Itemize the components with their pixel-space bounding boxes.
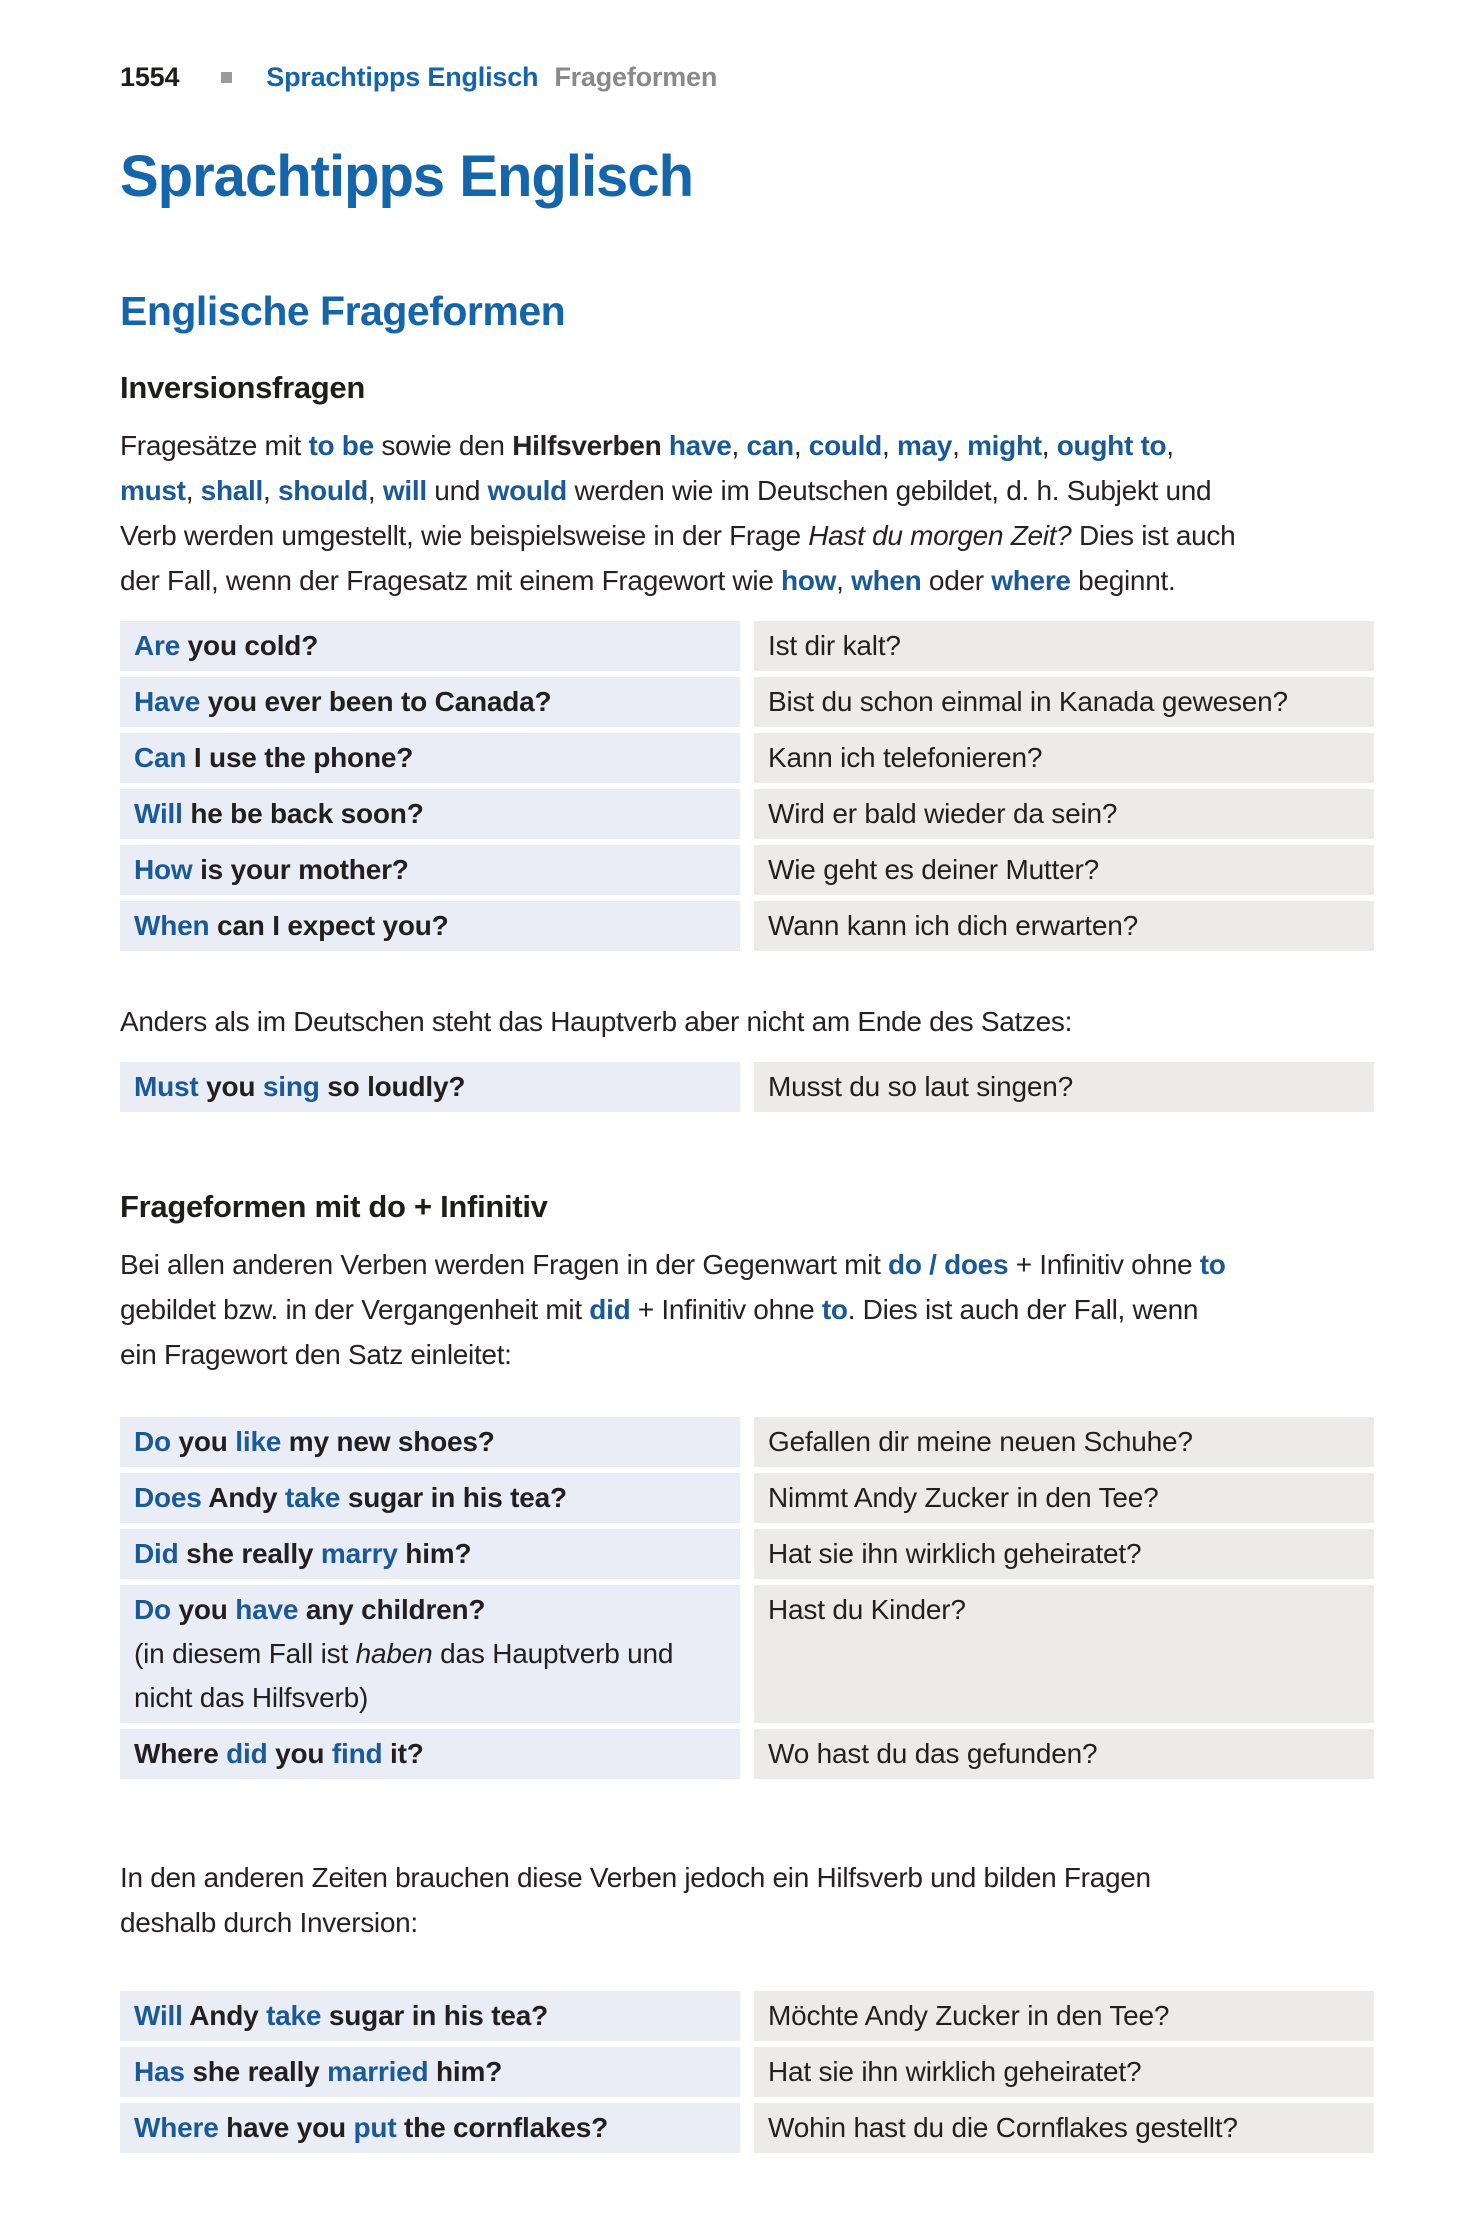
- german-translation-cell: Ist dir kalt?: [754, 621, 1374, 671]
- german-translation-cell: Wann kann ich dich erwarten?: [754, 901, 1374, 951]
- table-row: [120, 2103, 1374, 2153]
- german-translation-cell: Wie geht es deiner Mutter?: [754, 845, 1374, 895]
- page-title: Sprachtipps Englisch: [120, 144, 693, 209]
- english-example-cell: Does Andy take sugar in his tea?: [120, 1473, 740, 1523]
- german-translation-cell: Wohin hast du die Cornflakes gestellt?: [754, 2103, 1374, 2153]
- german-translation-cell: Wird er bald wieder da sein?: [754, 789, 1374, 839]
- table-row: [120, 1729, 1374, 1779]
- english-example-cell: Where have you put the cornflakes?: [120, 2103, 740, 2153]
- table-row: [120, 1062, 1374, 1112]
- table-row: [120, 1529, 1374, 1579]
- table-row: [120, 621, 1374, 671]
- german-translation-cell: Bist du schon einmal in Kanada gewesen?: [754, 677, 1374, 727]
- english-example-cell: Must you sing so loudly?: [120, 1062, 740, 1112]
- other-tenses-examples-table: [120, 1991, 1374, 2153]
- german-translation-cell: Hat sie ihn wirklich geheiratet?: [754, 1529, 1374, 1579]
- table-row: [120, 845, 1374, 895]
- english-example-cell: Will he be back soon?: [120, 789, 740, 839]
- german-translation-cell: Musst du so laut singen?: [754, 1062, 1374, 1112]
- separator-square-icon: [221, 72, 232, 83]
- table-row: [120, 2047, 1374, 2097]
- english-example-cell: Do you like my new shoes?: [120, 1417, 740, 1467]
- table-row: [120, 1473, 1374, 1523]
- english-example-cell: Are you cold?: [120, 621, 740, 671]
- german-translation-cell: Hat sie ihn wirklich geheiratet?: [754, 2047, 1374, 2097]
- page-header: [120, 62, 1374, 93]
- english-example-cell: Can I use the phone?: [120, 733, 740, 783]
- german-translation-cell: Gefallen dir meine neuen Schuhe?: [754, 1417, 1374, 1467]
- english-example-cell: Will Andy take sugar in his tea?: [120, 1991, 740, 2041]
- english-example-cell: Have you ever been to Canada?: [120, 677, 740, 727]
- table-row: [120, 901, 1374, 951]
- table-row: [120, 1417, 1374, 1467]
- english-example-cell: Where did you find it?: [120, 1729, 740, 1779]
- hauptverb-note-paragraph: Anders als im Deutschen steht das Hauptverb aber nicht am Ende des Satzes:: [120, 1006, 1073, 1038]
- inversion-examples-table: [120, 621, 1374, 951]
- hauptverb-example-table: [120, 1062, 1374, 1112]
- english-example-cell: When can I expect you?: [120, 901, 740, 951]
- do-infinitiv-intro-paragraph: Bei allen anderen Verben werden Fragen in der Gegenwart mit do / does + Infinitiv ohne to gebildet bzw. in der Vergangenheit mit did + Infinitiv ohne to. Dies ist auch der Fall, wenn ein Fragewort den Satz einleitet:: [120, 1249, 1226, 1371]
- table-row: [120, 1991, 1374, 2041]
- table-row: [120, 677, 1374, 727]
- inversion-intro-paragraph: Fragesätze mit to be sowie den Hilfsverben have, can, could, may, might, ought to, must, shall, should, will und would werden wie im Deutschen gebildet, d. h. Subjekt und Verb werden umgestellt, wie beispielsweise in der Frage Hast du morgen Zeit? Dies ist auch der Fall, wenn der Fragesatz mit einem Fragewort wie how, when oder where beginnt.: [120, 430, 1236, 597]
- table-row: [120, 733, 1374, 783]
- table-row: [120, 1585, 1374, 1723]
- german-translation-cell: Kann ich telefonieren?: [754, 733, 1374, 783]
- page-number: 1554: [120, 62, 180, 92]
- subsection-heading-do-infinitiv: Frageformen mit do + Infinitiv: [120, 1189, 548, 1225]
- german-translation-cell: Nimmt Andy Zucker in den Tee?: [754, 1473, 1374, 1523]
- other-tenses-paragraph: In den anderen Zeiten brauchen diese Verben jedoch ein Hilfsverb und bilden Fragen deshalb durch Inversion:: [120, 1862, 1151, 1939]
- english-example-cell: How is your mother?: [120, 845, 740, 895]
- header-section-label: Sprachtipps Englisch: [266, 62, 539, 92]
- german-translation-cell: Hast du Kinder?: [754, 1585, 1374, 1723]
- english-example-cell: Did she really marry him?: [120, 1529, 740, 1579]
- header-subsection-label: Frageformen: [554, 62, 718, 92]
- subsection-heading-inversionsfragen: Inversionsfragen: [120, 369, 366, 405]
- table-row: [120, 789, 1374, 839]
- english-example-cell: Has she really married him?: [120, 2047, 740, 2097]
- german-translation-cell: Möchte Andy Zucker in den Tee?: [754, 1991, 1374, 2041]
- german-translation-cell: Wo hast du das gefunden?: [754, 1729, 1374, 1779]
- chapter-heading: Englische Frageformen: [120, 287, 566, 334]
- english-example-cell: Do you have any children? (in diesem Fall ist haben das Hauptverb und nicht das Hilfsverb): [120, 1585, 740, 1723]
- do-infinitiv-examples-table: [120, 1417, 1374, 1779]
